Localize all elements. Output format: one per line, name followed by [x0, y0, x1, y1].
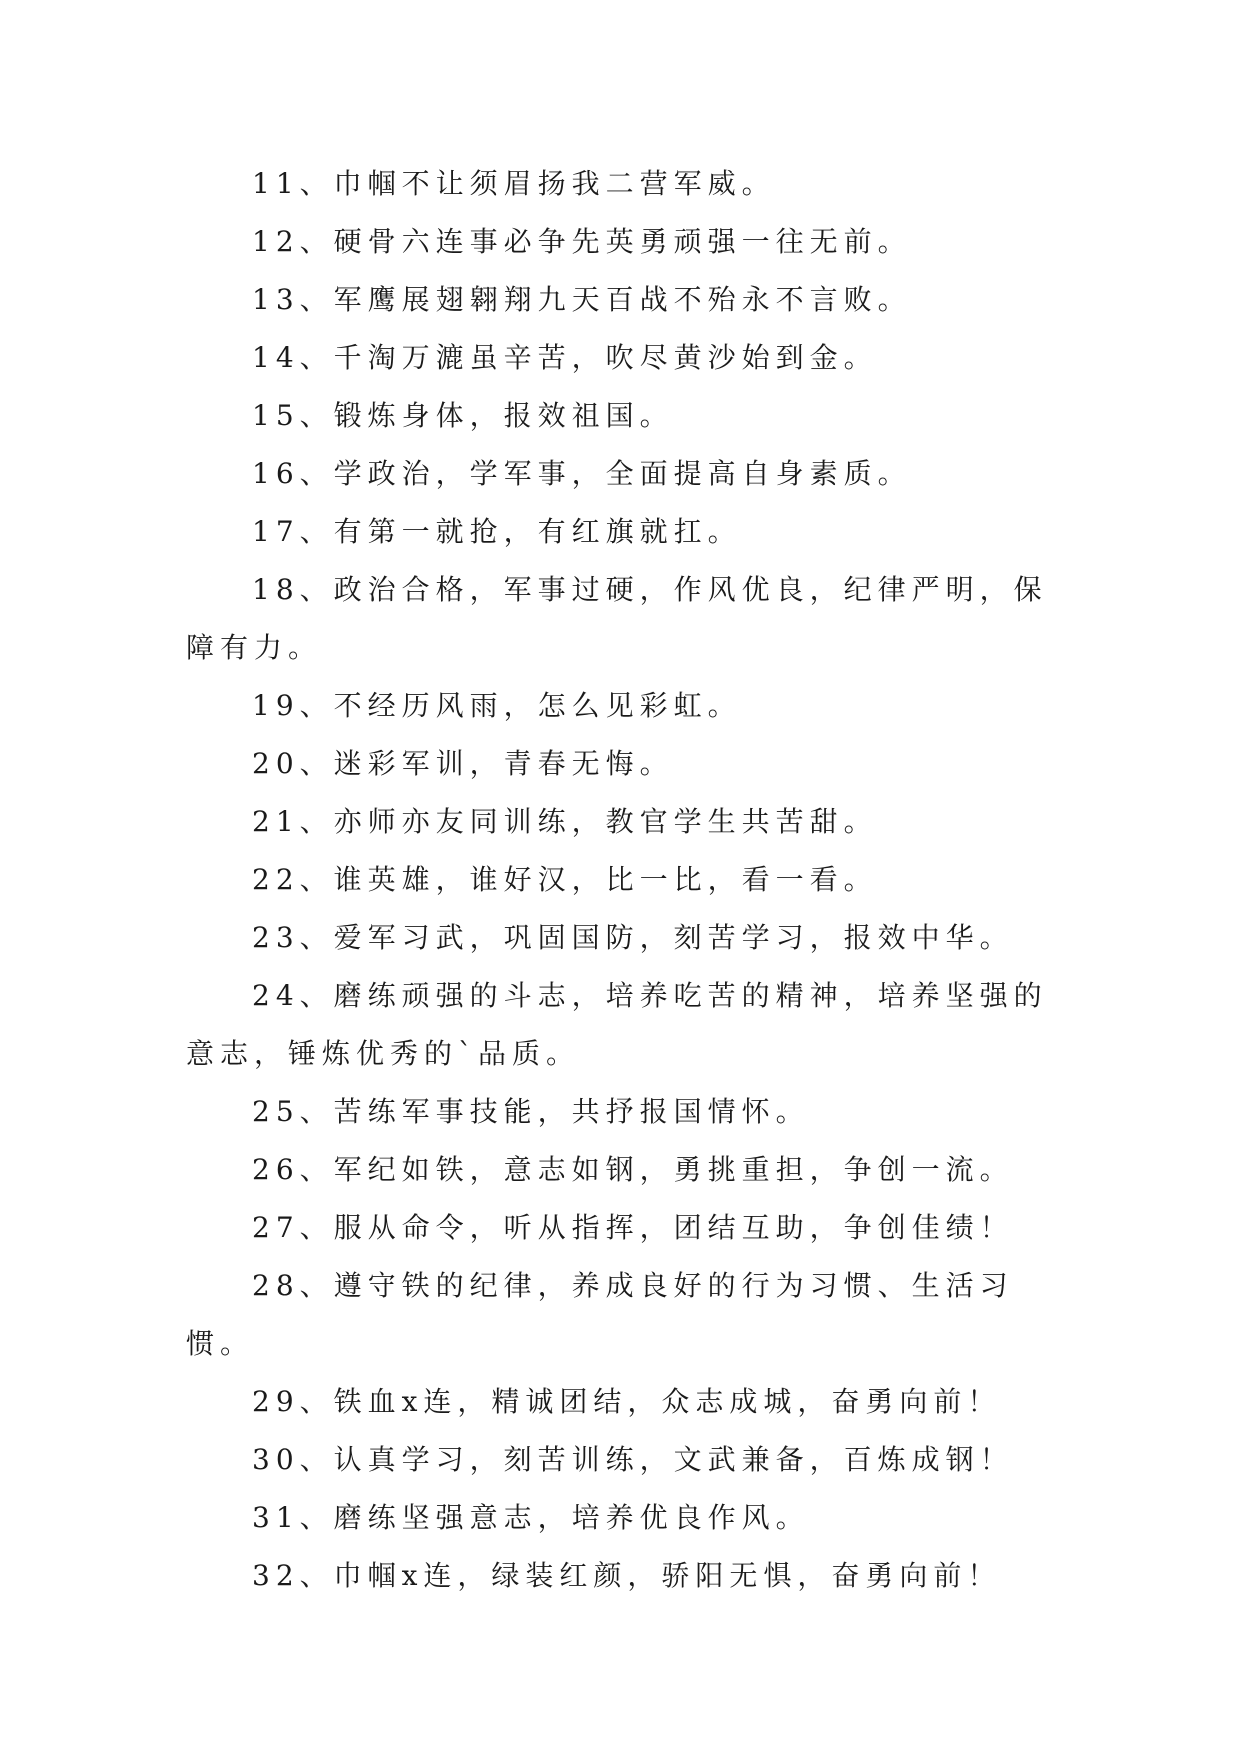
slogan-line: 30、认真学习，刻苦训练，文武兼备，百炼成钢！ [252, 1443, 1014, 1476]
slogan-line: 26、军纪如铁，意志如钢，勇挑重担，争创一流。 [252, 1153, 1014, 1186]
slogan-line: 23、爱军习武，巩固国防，刻苦学习，报效中华。 [252, 921, 1014, 954]
slogan-line: 18、政治合格，军事过硬，作风优良，纪律严明，保障有力。 [186, 573, 1048, 664]
slogan-line: 22、谁英雄，谁好汉，比一比，看一看。 [252, 863, 878, 896]
slogan-line: 21、亦师亦友同训练，教官学生共苦甜。 [252, 805, 878, 838]
slogan-line: 15、锻炼身体，报效祖国。 [252, 399, 674, 432]
slogan-line: 32、巾帼x连，绿装红颜，骄阳无惧，奋勇向前！ [252, 1559, 1002, 1592]
slogan-line: 11、巾帼不让须眉扬我二营军威。 [252, 167, 776, 200]
slogan-line: 12、硬骨六连事必争先英勇顽强一往无前。 [252, 225, 912, 258]
slogan-line: 14、千淘万漉虽辛苦，吹尽黄沙始到金。 [252, 341, 878, 374]
slogan-line: 24、磨练顽强的斗志，培养吃苦的精神，培养坚强的意志，锤炼优秀的`品质。 [186, 979, 1048, 1070]
slogan-line: 28、遵守铁的纪律，养成良好的行为习惯、生活习惯。 [186, 1269, 1014, 1360]
slogan-line: 29、铁血x连，精诚团结，众志成城，奋勇向前！ [252, 1385, 1002, 1418]
slogan-line: 13、军鹰展翅翱翔九天百战不殆永不言败。 [252, 283, 912, 316]
slogan-line: 16、学政治，学军事，全面提高自身素质。 [252, 457, 912, 490]
slogan-line: 31、磨练坚强意志，培养优良作风。 [252, 1501, 810, 1534]
document-body [186, 155, 1056, 1605]
slogan-line: 20、迷彩军训，青春无悔。 [252, 747, 674, 780]
slogan-line: 17、有第一就抢，有红旗就扛。 [252, 515, 742, 548]
slogan-line: 25、苦练军事技能，共抒报国情怀。 [252, 1095, 810, 1128]
slogan-line: 27、服从命令，听从指挥，团结互助，争创佳绩！ [252, 1211, 1014, 1244]
slogan-line: 19、不经历风雨，怎么见彩虹。 [252, 689, 742, 722]
